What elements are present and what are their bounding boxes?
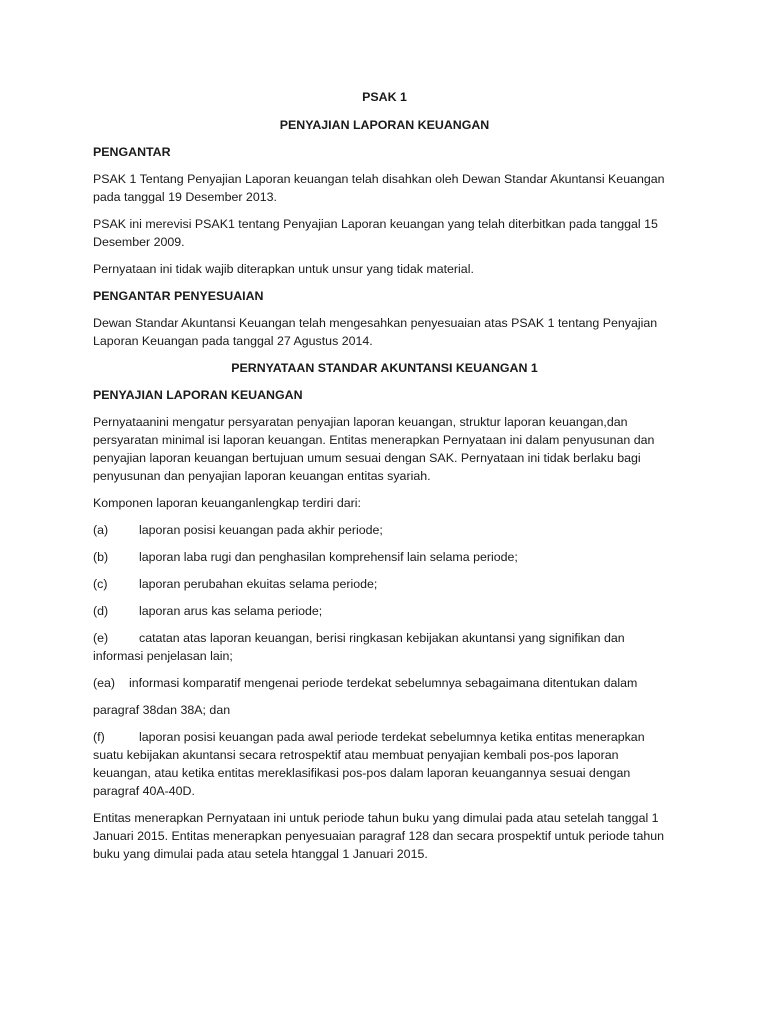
list-item-label: (ea): [93, 676, 116, 690]
list-item: [93, 629, 676, 665]
document-title: PSAK 1: [362, 90, 407, 104]
standard-title: PERNYATAAN STANDAR AKUNTANSI KEUANGAN 1: [231, 361, 538, 375]
list-intro: Komponen laporan keuanganlengkap terdiri dari:: [93, 496, 361, 510]
list-item: [93, 575, 676, 593]
section-heading-penyajian: PENYAJIAN LAPORAN KEUANGAN: [93, 388, 303, 402]
paragraph: Pernyataan ini tidak wajib diterapkan untuk unsur yang tidak material.: [93, 262, 474, 276]
list-item-label: (b): [93, 550, 109, 564]
list-item-text: laporan perubahan ekuitas selama periode;: [139, 577, 378, 591]
paragraph: Entitas menerapkan Pernyataan ini untuk periode tahun buku yang dimulai pada atau setelah tanggal 1 Januari 2015. Entitas menerapkan penyesuaian paragraf 128 dan secara prospektif untuk periode tahun buku yang dimulai pada atau setela htanggal 1 Januari 2015.: [93, 811, 665, 861]
list-item: [93, 602, 676, 620]
list-item: [93, 674, 676, 692]
list-item: [93, 521, 676, 539]
section-heading-pengantar-penyesuaian: PENGANTAR PENYESUAIAN: [93, 289, 264, 303]
list-item-label: (e): [93, 631, 109, 645]
section-heading-pengantar: PENGANTAR: [93, 145, 171, 159]
paragraph: PSAK ini merevisi PSAK1 tentang Penyajian Laporan keuangan yang telah diterbitkan pada tanggal 15 Desember 2009.: [93, 217, 658, 249]
paragraph: PSAK 1 Tentang Penyajian Laporan keuangan telah disahkan oleh Dewan Standar Akuntansi Keuangan pada tanggal 19 Desember 2013.: [93, 172, 665, 204]
list-item-label: (f): [93, 730, 105, 744]
list-item: [93, 548, 676, 566]
paragraph: Dewan Standar Akuntansi Keuangan telah mengesahkan penyesuaian atas PSAK 1 tentang Penyajian Laporan Keuangan pada tanggal 27 Agustus 2014.: [93, 316, 658, 348]
document-subtitle: PENYAJIAN LAPORAN KEUANGAN: [279, 118, 490, 132]
list-item-label: (a): [93, 523, 109, 537]
list-item-text: laporan posisi keuangan pada awal periode terdekat sebelumnya ketika entitas menerapkan suatu kebijakan akuntansi secara retrospektif atau membuat penyajian kembali pos-pos laporan keuangan, atau ketika entitas mereklasifikasi pos-pos dalam laporan keuangannya sesuai dengan paragraf 40A-40D.: [93, 730, 645, 798]
list-item-continuation: [93, 701, 676, 719]
list-item-text: paragraf 38dan 38A; dan: [93, 703, 231, 717]
list-item-text: laporan arus kas selama periode;: [139, 604, 323, 618]
list-item-text: laporan laba rugi dan penghasilan komprehensif lain selama periode;: [139, 550, 518, 564]
paragraph: Pernyataanini mengatur persyaratan penyajian laporan keuangan, struktur laporan keuangan,dan persyaratan minimal isi laporan keuangan. Entitas menerapkan Pernyataan ini dalam penyusunan dan penyajian laporan keuangan bertujuan umum sesuai dengan SAK. Pernyataan ini tidak berlaku bagi penyusunan dan penyajian laporan keuangan entitas syariah.: [93, 415, 655, 483]
list-item: [93, 728, 676, 800]
list-item-label: (d): [93, 604, 109, 618]
list-item-text: catatan atas laporan keuangan, berisi ringkasan kebijakan akuntansi yang signifikan dan informasi penjelasan lain;: [93, 631, 625, 663]
list-item-text: laporan posisi keuangan pada akhir periode;: [139, 523, 383, 537]
list-item-label: (c): [93, 577, 108, 591]
list-item-text: informasi komparatif mengenai periode terdekat sebelumnya sebagaimana ditentukan dalam: [129, 676, 638, 690]
